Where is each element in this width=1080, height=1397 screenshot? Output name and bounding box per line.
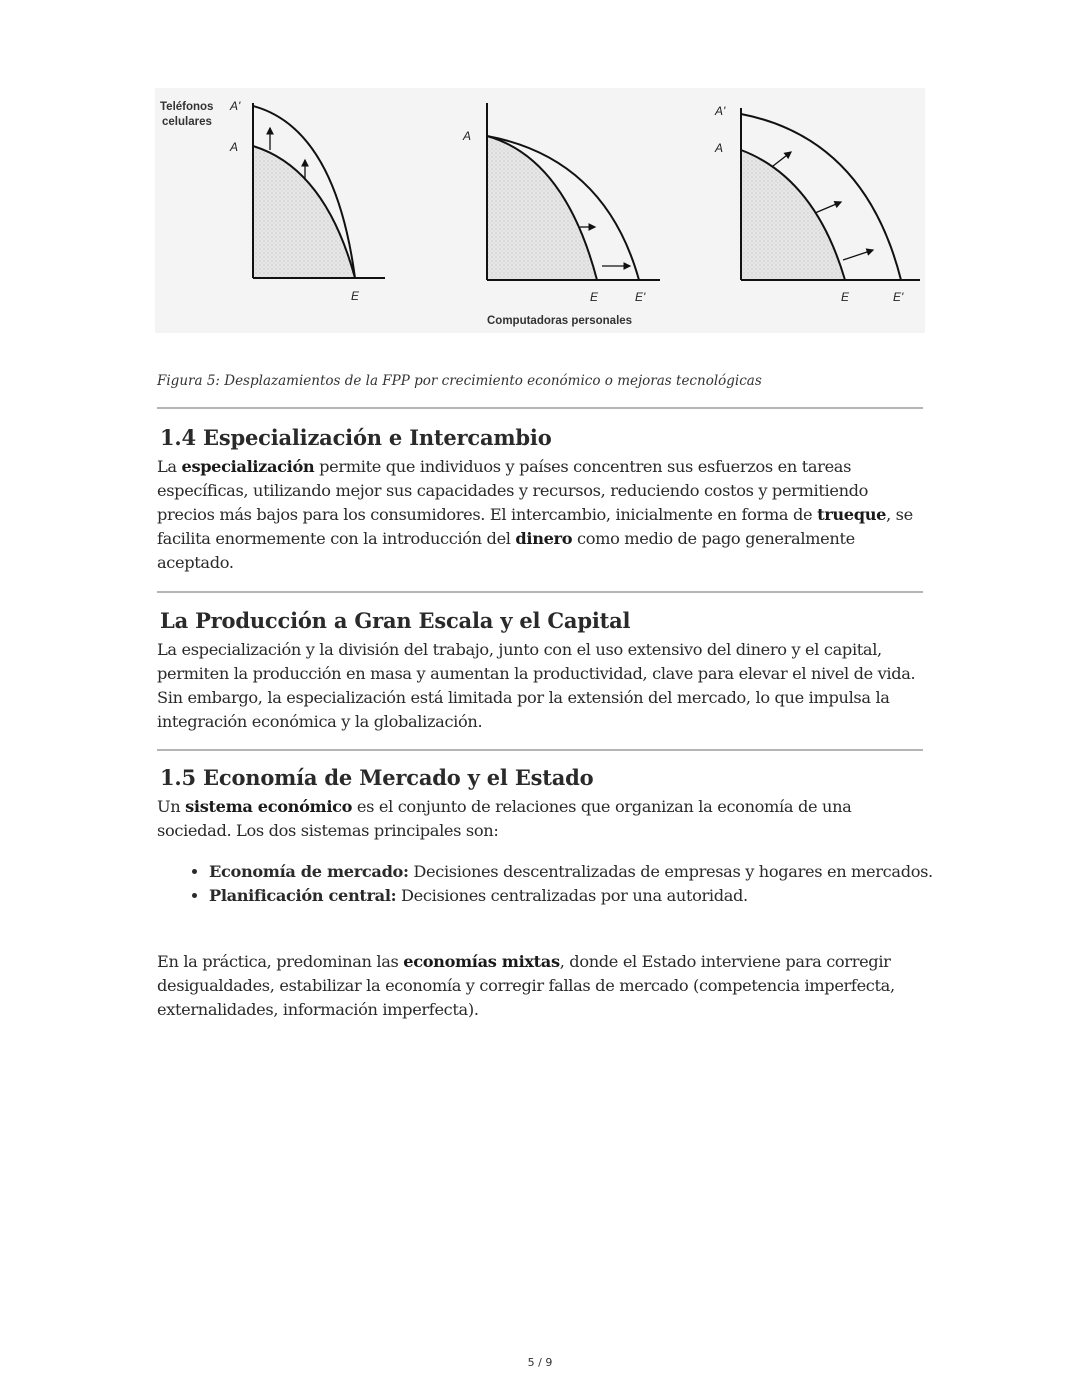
panel-2 <box>462 103 660 327</box>
figure-caption: Figura 5: Desplazamientos de la FPP por crecimiento económico o mejoras tecnológicas <box>157 373 762 389</box>
label-a-prime: A' <box>230 99 241 113</box>
paragraph-especializacion: La especialización permite que individuos y países concentren sus esfuerzos en tareas específicas, utilizando mejor sus capacidades y recursos, reduciendo costos y permitiendo precios más bajos para los consumidores. El intercambio, inicialmente en forma de trueque, se facilita enormemente con la introducción del dinero como medio de pago generalmente aceptado. <box>157 457 913 572</box>
label-a: A <box>463 129 472 143</box>
panel-1 <box>160 99 385 303</box>
ppf-shift-figure <box>155 88 925 333</box>
label-a: A <box>230 140 239 154</box>
label-e: E <box>590 290 599 304</box>
y-axis-label-line1: Teléfonos <box>160 101 214 113</box>
list-item: • Economía de mercado: Decisiones descentralizadas de empresas y hogares en mercados. <box>209 860 979 884</box>
list-item: • Planificación central: Decisiones centralizadas por una autoridad. <box>209 884 979 908</box>
section-title-1-5: 1.5 Economía de Mercado y el Estado <box>160 765 594 790</box>
section-title-capital: La Producción a Gran Escala y el Capital <box>160 608 631 633</box>
divider <box>157 749 923 751</box>
page-number: 5 / 9 <box>527 1356 553 1369</box>
paragraph-economias-mixtas: En la práctica, predominan las economías mixtas, donde el Estado interviene para corregir desigualdades, estabilizar la economía y corregir fallas de mercado (competencia imperfecta, externalidades, información imperfecta). <box>157 952 895 1019</box>
divider <box>157 407 923 409</box>
label-e: E <box>841 290 850 304</box>
y-axis-label-line2: celulares <box>162 116 212 128</box>
paragraph-sistema-economico: Un sistema económico es el conjunto de relaciones que organizan la economía de una sociedad. Los dos sistemas principales son: <box>157 797 852 840</box>
label-a-prime: A' <box>715 104 726 118</box>
paragraph-capital: La especialización y la división del trabajo, junto con el uso extensivo del dinero y el capital, permiten la producción en masa y aumentan la productividad, clave para elevar el nivel de vida. Sin embargo, la especialización está limitada por la extensión del mercado, lo que impulsa la integración económica y la globalización. <box>157 640 916 731</box>
label-e-prime: E' <box>635 290 646 304</box>
section-title-1-4: 1.4 Especialización e Intercambio <box>160 425 552 450</box>
divider <box>157 591 923 593</box>
label-e-prime: E' <box>893 290 904 304</box>
economic-systems-list <box>157 860 979 908</box>
panel-3 <box>714 104 920 304</box>
x-axis-label: Computadoras personales <box>487 315 633 327</box>
label-e: E <box>351 289 360 303</box>
label-a: A <box>715 141 724 155</box>
